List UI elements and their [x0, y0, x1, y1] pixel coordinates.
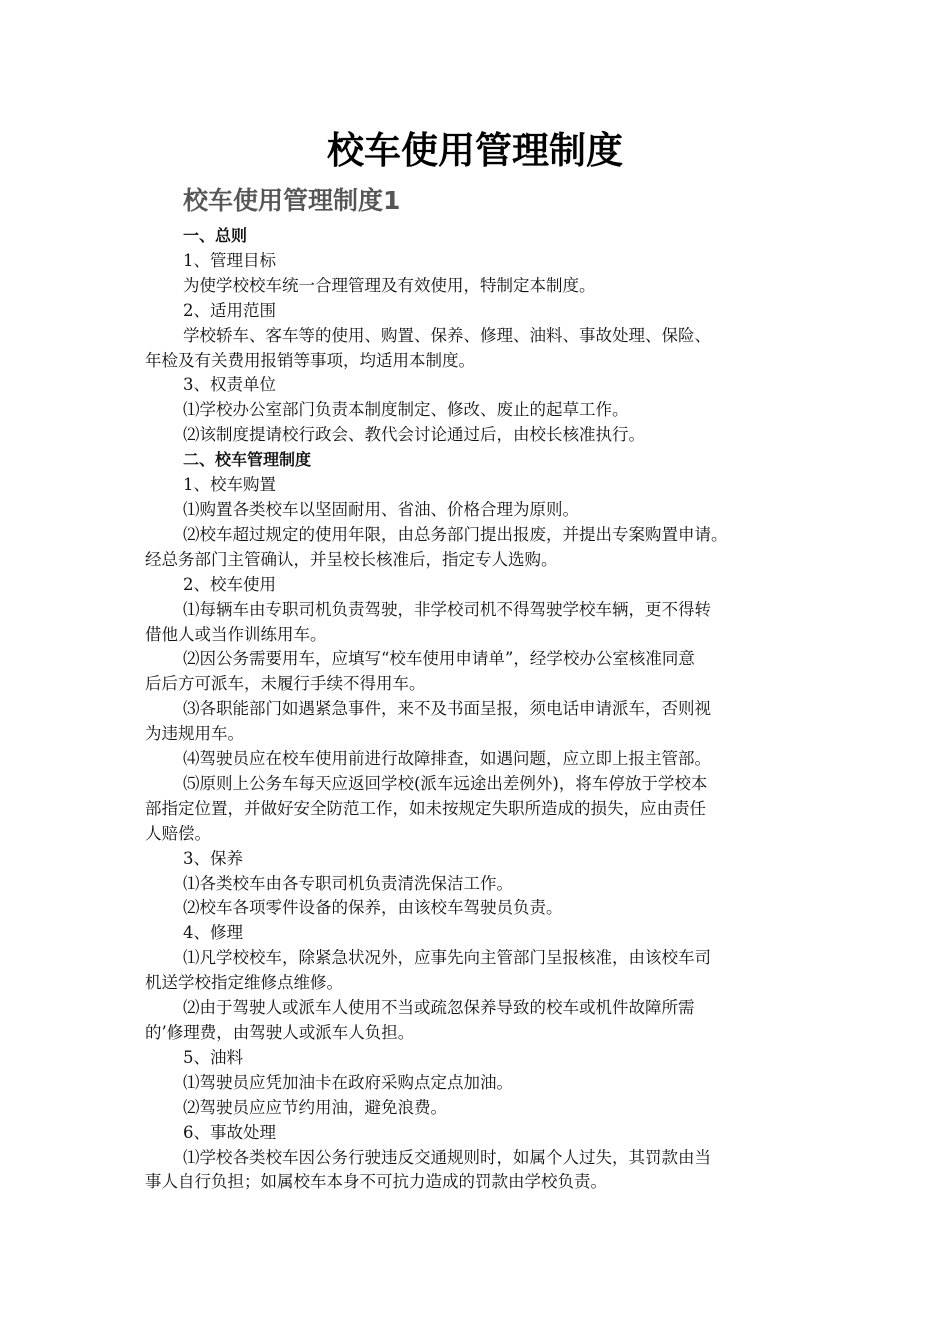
body-text-line: 学校轿车、客车等的使用、购置、保养、修理、油料、事故处理、保险、 — [183, 325, 711, 345]
body-text-line: 2、适用范围 — [183, 300, 276, 320]
document-body — [145, 224, 825, 1195]
body-text-line: 4、修理 — [183, 923, 243, 943]
body-text-line: ⑷驾驶员应在校车使用前进行故障排查，如遇问题，应立即上报主管部。 — [183, 749, 711, 769]
body-text-line: 1、校车购置 — [183, 475, 276, 495]
body-text-line: 事人自行负担；如属校车本身不可抗力造成的罚款由学校负责。 — [145, 1172, 607, 1192]
body-text-line: ⑴凡学校校车，除紧急状况外，应事先向主管部门呈报核准，由该校车司 — [183, 948, 711, 968]
body-text-line: ⑴各类校车由各专职司机负责清洗保洁工作。 — [183, 873, 513, 893]
body-text-line: 人赔偿。 — [145, 823, 211, 843]
body-text-line: 为使学校校车统一合理管理及有效使用，特制定本制度。 — [183, 275, 596, 295]
body-text-line: 年检及有关费用报销等事项，均适用本制度。 — [145, 350, 475, 370]
body-text-line: ⑵校车各项零件设备的保养，由该校车驾驶员负责。 — [183, 898, 563, 918]
body-text-line: 后后方可派车，未履行手续不得用车。 — [145, 674, 426, 694]
section-title: 校车使用管理制度1 — [183, 186, 401, 215]
body-text-line: 2、校车使用 — [183, 574, 276, 594]
body-text-line: 1、管理目标 — [183, 250, 276, 270]
body-text-line: ⑵该制度提请校行政会、教代会讨论通过后，由校长核准执行。 — [183, 425, 645, 445]
body-text-line: 借他人或当作训练用车。 — [145, 624, 327, 644]
body-text-line: 部指定位置，并做好安全防范工作，如未按规定失职所造成的损失，应由责任 — [145, 798, 706, 818]
body-text-line: 5、油料 — [183, 1047, 243, 1067]
section-heading: 二、校车管理制度 — [183, 450, 312, 470]
body-text-line: 为违规用车。 — [145, 724, 244, 744]
section-heading: 一、总则 — [183, 226, 248, 245]
body-text-line: 6、事故处理 — [183, 1122, 276, 1142]
body-text-line: 的’修理费，由驾驶人或派车人负担。 — [145, 1023, 415, 1042]
body-text-line: ⑴学校各类校车因公务行驶违反交通规则时，如属个人过失，其罚款由当 — [183, 1147, 711, 1167]
document-title: 校车使用管理制度 — [327, 129, 623, 172]
body-text-line: 经总务部门主管确认，并呈校长核准后，指定专人选购。 — [145, 549, 558, 569]
body-text-line: ⑴购置各类校车以坚固耐用、省油、价格合理为原则。 — [183, 499, 579, 519]
body-text-line: ⑵校车超过规定的使用年限，由总务部门提出报废，并提出专案购置申请。 — [183, 524, 728, 544]
body-text-line: 机送学校指定维修点维修。 — [145, 973, 343, 993]
body-text-line: ⑵由于驾驶人或派车人使用不当或疏忽保养导致的校车或机件故障所需 — [183, 998, 695, 1018]
body-text-line: ⑸原则上公务车每天应返回学校(派车远途出差例外)，将车停放于学校本 — [183, 773, 708, 793]
body-text-line: 3、保养 — [183, 848, 243, 868]
body-text-line: 3、权责单位 — [183, 375, 276, 395]
body-text-line: ⑴驾驶员应凭加油卡在政府采购点定点加油。 — [183, 1072, 513, 1092]
body-text-line: ⑴每辆车由专职司机负责驾驶，非学校司机不得驾驶学校车辆，更不得转 — [183, 599, 711, 619]
body-text-line: ⑶各职能部门如遇紧急事件，来不及书面呈报，须电话申请派车，否则视 — [183, 699, 711, 719]
body-text-line: ⑵因公务需要用车，应填写“校车使用申请单”，经学校办公室核准同意 — [183, 649, 695, 669]
body-text-line: ⑴学校办公室部门负责本制度制定、修改、废止的起草工作。 — [183, 400, 629, 420]
body-text-line: ⑵驾驶员应应节约用油，避免浪费。 — [183, 1097, 447, 1117]
